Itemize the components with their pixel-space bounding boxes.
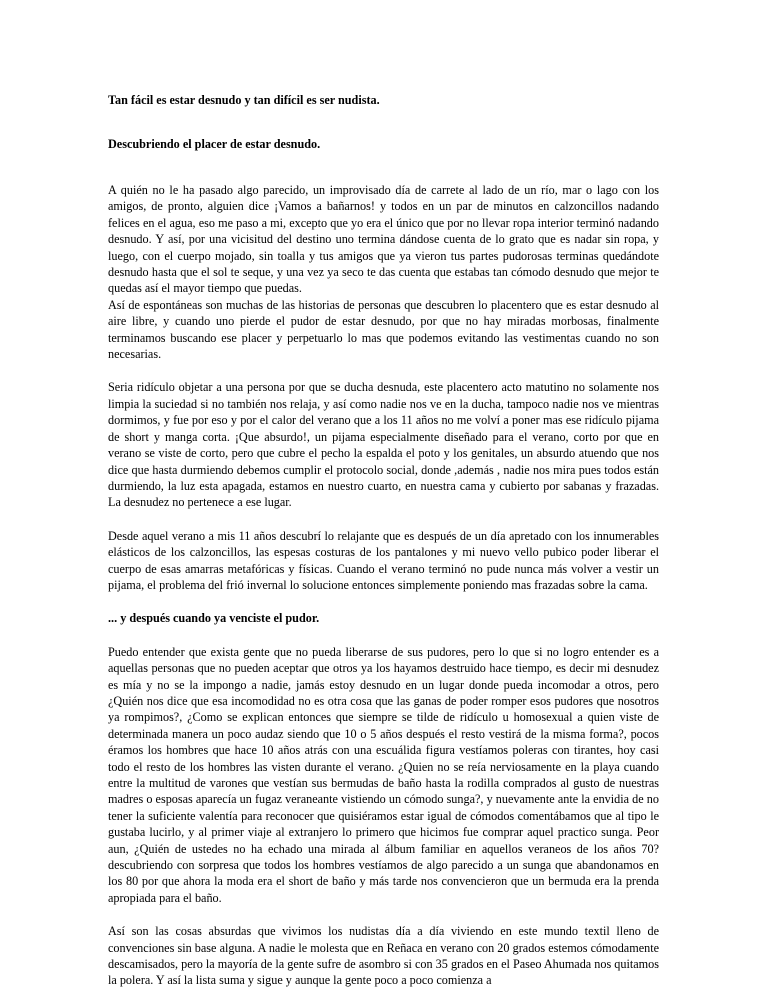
document-subtitle: Descubriendo el placer de estar desnudo. [108, 137, 321, 151]
paragraph-3: Seria ridículo objetar a una persona por que se ducha desnuda, este placentero acto matutino no solamente nos limpia la suciedad si no también nos relaja, y así como nadie nos ve en la ducha, tampoco nadie nos ve mientras dormimos, y fue por eso y por el calor del verano que a los 11 años no me volví a poner mas ese ridículo pijama de short y manga corta. ¡Que absurdo!, un pijama especialmente diseñado para el verano, corto por que en verano se viste de corto, pero que cubre el pecho la espalda el poto y los genitales, un absurdo atuendo que nos dice que hasta durmiendo debemos cumplir el protocolo social, donde ,además , nadie nos mira pues todos están durmiendo, la luz esta apagada, estamos en nuestro cuarto, en nuestra cama y cubierto por sabanas y frazadas. La desnudez no pertenece a ese lugar. [108, 380, 659, 510]
document-title: Tan fácil es estar desnudo y tan difícil es ser nudista. [108, 93, 380, 107]
paragraph-6: Así son las cosas absurdas que vivimos los nudistas día a día viviendo en este mundo textil lleno de convenciones sin base alguna. A nadie le molesta que en Reñaca en verano con 20 grados estemos cómodamente descamisados, pero la mayoría de la gente sufre de asombro si con 35 grados en el Paseo Ahumada nos quitamos la polera. Y así la lista suma y sigue y aunque la gente poco a poco comienza a [108, 924, 659, 988]
paragraph-4: Desde aquel verano a mis 11 años descubrí lo relajante que es después de un día apretado con los innumerables elásticos de los calzoncillos, las espesas costuras de los pantalones y mi nuevo vello pubico poder liberar el cuerpo de esas amarras metafóricas y físicas. Cuando el verano terminó no pude nunca más volver a vestir un pijama, el problema del frió invernal lo solucione entonces simplemente poniendo mas frazadas sobre la cama. [108, 528, 659, 592]
paragraph-1: A quién no le ha pasado algo parecido, un improvisado día de carrete al lado de un río, mar o lago con los amigos, de pronto, alguien dice ¡Vamos a bañarnos! y todos en un par de minutos en calzoncillos nadando felices en el agua, eso me paso a mi, excepto que yo era el único que por no llevar ropa interior terminó nadando desnudo. Y así, por una vicisitud del destino uno termina dándose cuenta de lo grato que es nadar sin ropa, y luego, con el cuerpo mojado, sin toalla y tus amigos que ya vieron tus partes pudorosas terminas quedándote desnudo hasta que el sol te seque, y una vez ya seco te das cuenta que estabas tan cómodo desnudo que mejor te quedas así el mayor tiempo que puedas. [108, 183, 659, 296]
paragraph-5: Puedo entender que exista gente que no pueda liberarse de sus pudores, pero lo que si no logro entender es a aquellas personas que no pueden aceptar que otros ya los hayamos destruido hace tiempo, es decir mi desnudez es mía y no se la impongo a nadie, jamás estoy desnudo en un lugar donde pueda incomodar a otros, pero ¿Quién nos dice que esa incomodidad no es otra cosa que las ganas de poder romper esos pudores que nosotros ya rompimos?, ¿Como se explican entonces que siempre se tilde de ridículo u homosexual a quien viste de determinada manera un poco audaz siendo que 10 o 5 años después el resto vestirá de la misma forma?, pocos éramos los hombres que hace 10 años atrás con una escuálida figura vestíamos poleras con tirantes, hoy casi todo el resto de los hombres las visten durante el verano. ¿Quien no se reía nerviosamente en la playa cuando entre la multitud de varones que vestían sus bermudas de baño hasta la rodilla comprados al gusto de nuestras madres o esposas aparecía un fugaz veraneante vistiendo un cómodo sunga?, y nuevamente ante la envidia de no tener la suficiente valentía para reconocer que quisiéramos estar igual de cómodos comentábamos que al tipo le gustaba lucirlo, y al primer viaje al extranjero lo primero que hicimos fue comprar aquel practico sunga. Peor aun, ¿Quién de ustedes no ha echado una mirada al álbum familiar en aquellos veraneos de los años 70? descubriendo con sorpresa que todos los hombres vestíamos de algo parecido a un sunga que abandonamos en los 80 por que ahora la moda era el short de baño y más tarde nos convencieron que un bermuda era la prenda apropiada para el baño. [108, 644, 659, 905]
paragraph-2: Así de espontáneas son muchas de las historias de personas que descubren lo placentero que es estar desnudo al aire libre, y cuando uno pierde el pudor de estar desnudo, por que no hay miradas morbosas, finalmente terminamos buscando ese placer y perpetuarlo lo mas que podemos evitando las vestimentas cuando no son necesarias. [108, 297, 659, 362]
document-body [108, 182, 659, 989]
section-heading: ... y después cuando ya venciste el pudor. [108, 611, 320, 626]
